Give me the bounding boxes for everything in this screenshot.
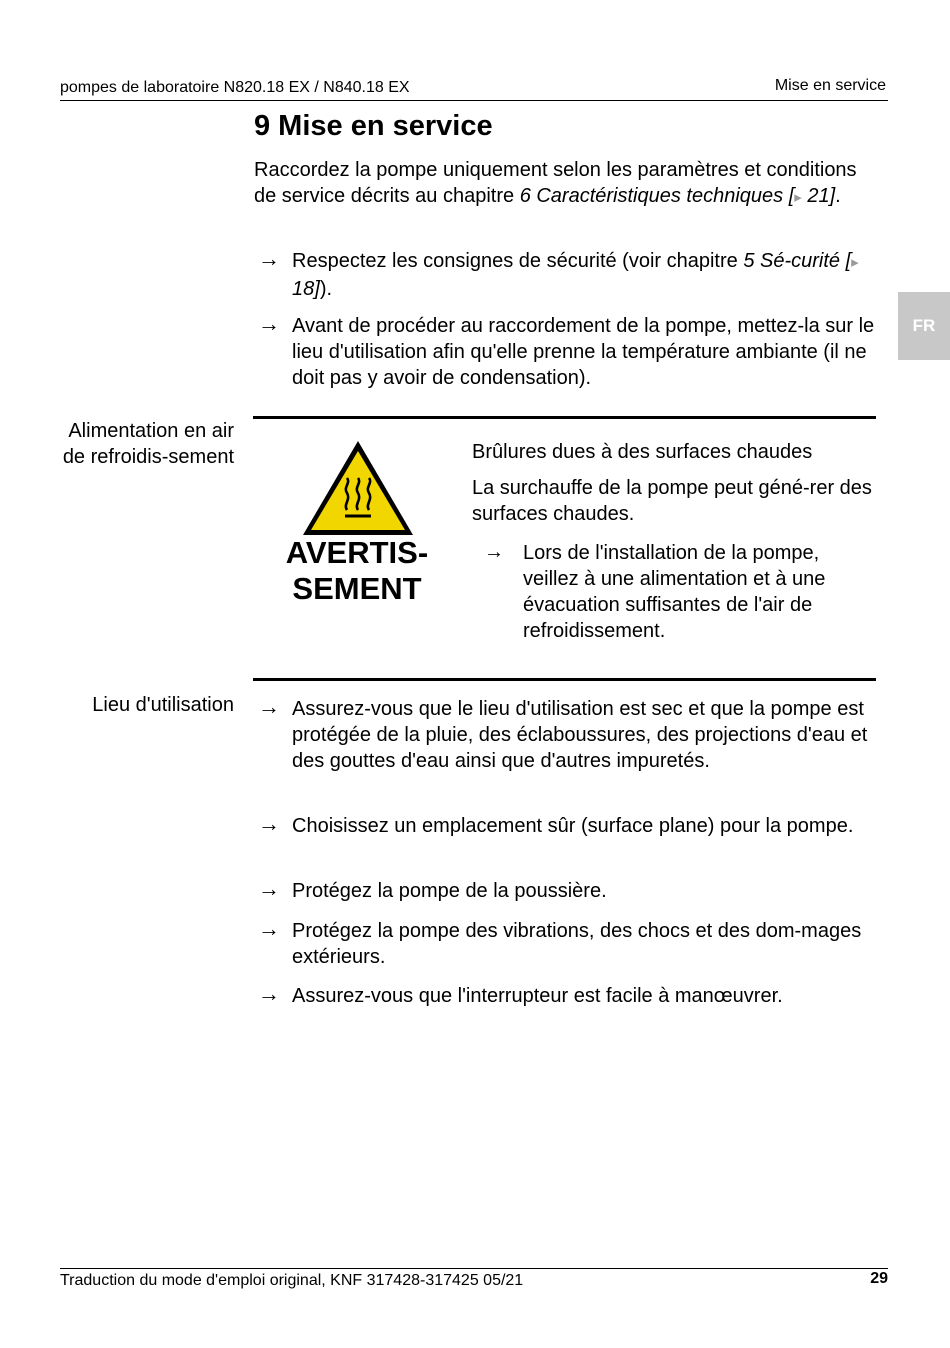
warning-action-item: → Lors de l'installation de la pompe, veillez à une alimentation et à une évacuation suffisantes de l'air de refroidissement. <box>484 541 826 642</box>
arrow-icon: → <box>258 311 280 336</box>
warning-top-rule <box>253 416 876 419</box>
cooling-air-label: Alimentation en air de refroidis-sement <box>62 420 234 468</box>
arrow-icon: → <box>484 541 504 563</box>
arrow-icon: → <box>258 811 280 836</box>
list-item-location: → Assurez-vous que le lieu d'utilisation est sec et que la pompe est protégée de la pluie, des éclaboussures, des projections d'eau et des gouttes d'eau ainsi que d'autres impuretés. <box>258 694 868 772</box>
arrow-icon: → <box>258 246 280 271</box>
arrow-icon: → <box>258 981 280 1006</box>
list-item-location: → Protégez la pompe de la poussière. <box>258 876 607 902</box>
footer-document-info: Traduction du mode d'emploi original, KNF 317428-317425 05/21 <box>60 1272 524 1289</box>
arrow-icon: → <box>258 916 280 941</box>
list-item-safety: → Respectez les consignes de sécurité (voir chapitre 5 Sé-curité [▸ 18]). <box>258 246 859 300</box>
list-item-location: → Assurez-vous que l'interrupteur est facile à manœuvrer. <box>258 981 783 1007</box>
intro-chapter-ref[interactable]: 6 Caractéristiques techniques [▸ 21] <box>519 185 836 207</box>
header-divider <box>60 100 888 101</box>
hot-surface-warning-icon <box>300 438 416 538</box>
warning-description: La surchauffe de la pompe peut géné-rer des surfaces chaudes. <box>472 477 872 525</box>
header-section-name: Mise en service <box>774 77 886 94</box>
ref-marker-icon: ▸ <box>794 189 802 206</box>
header-document-title: pompes de laboratoire N820.18 EX / N840.18 EX <box>60 79 410 96</box>
warning-title: Brûlures dues à des surfaces chaudes <box>472 441 813 463</box>
list-item-location: → Protégez la pompe des vibrations, des chocs et des dom-mages extérieurs. <box>258 916 862 968</box>
ref-marker-icon: ▸ <box>851 254 859 271</box>
arrow-icon: → <box>258 694 280 719</box>
safety-chapter-ref[interactable]: 5 Sé-curité [▸ 18] <box>292 250 859 300</box>
intro-text: Raccordez la pompe uniquement selon les paramètres et conditions de service décrits au chapitre <box>254 159 857 207</box>
footer-divider <box>60 1268 888 1269</box>
intro-paragraph: Raccordez la pompe uniquement selon les paramètres et conditions de service décrits au chapitre 6 Caractéristiques techniques [▸ 21]. <box>254 159 857 207</box>
page-number: 29 <box>870 1270 888 1287</box>
arrow-icon: → <box>258 876 280 901</box>
location-label: Lieu d'utilisation <box>92 694 234 716</box>
section-title: 9 Mise en service <box>254 110 493 142</box>
language-tab: FR <box>898 292 950 360</box>
warning-bottom-rule <box>253 678 876 681</box>
list-item-temperature: → Avant de procéder au raccordement de la pompe, mettez-la sur le lieu d'utilisation afin qu'elle prenne la température ambiante (il ne doit pas y avoir de condensation). <box>258 311 875 389</box>
list-item-location: → Choisissez un emplacement sûr (surface plane) pour la pompe. <box>258 811 854 837</box>
warning-signal-word: AVERTIS-SEMENT <box>285 535 429 606</box>
